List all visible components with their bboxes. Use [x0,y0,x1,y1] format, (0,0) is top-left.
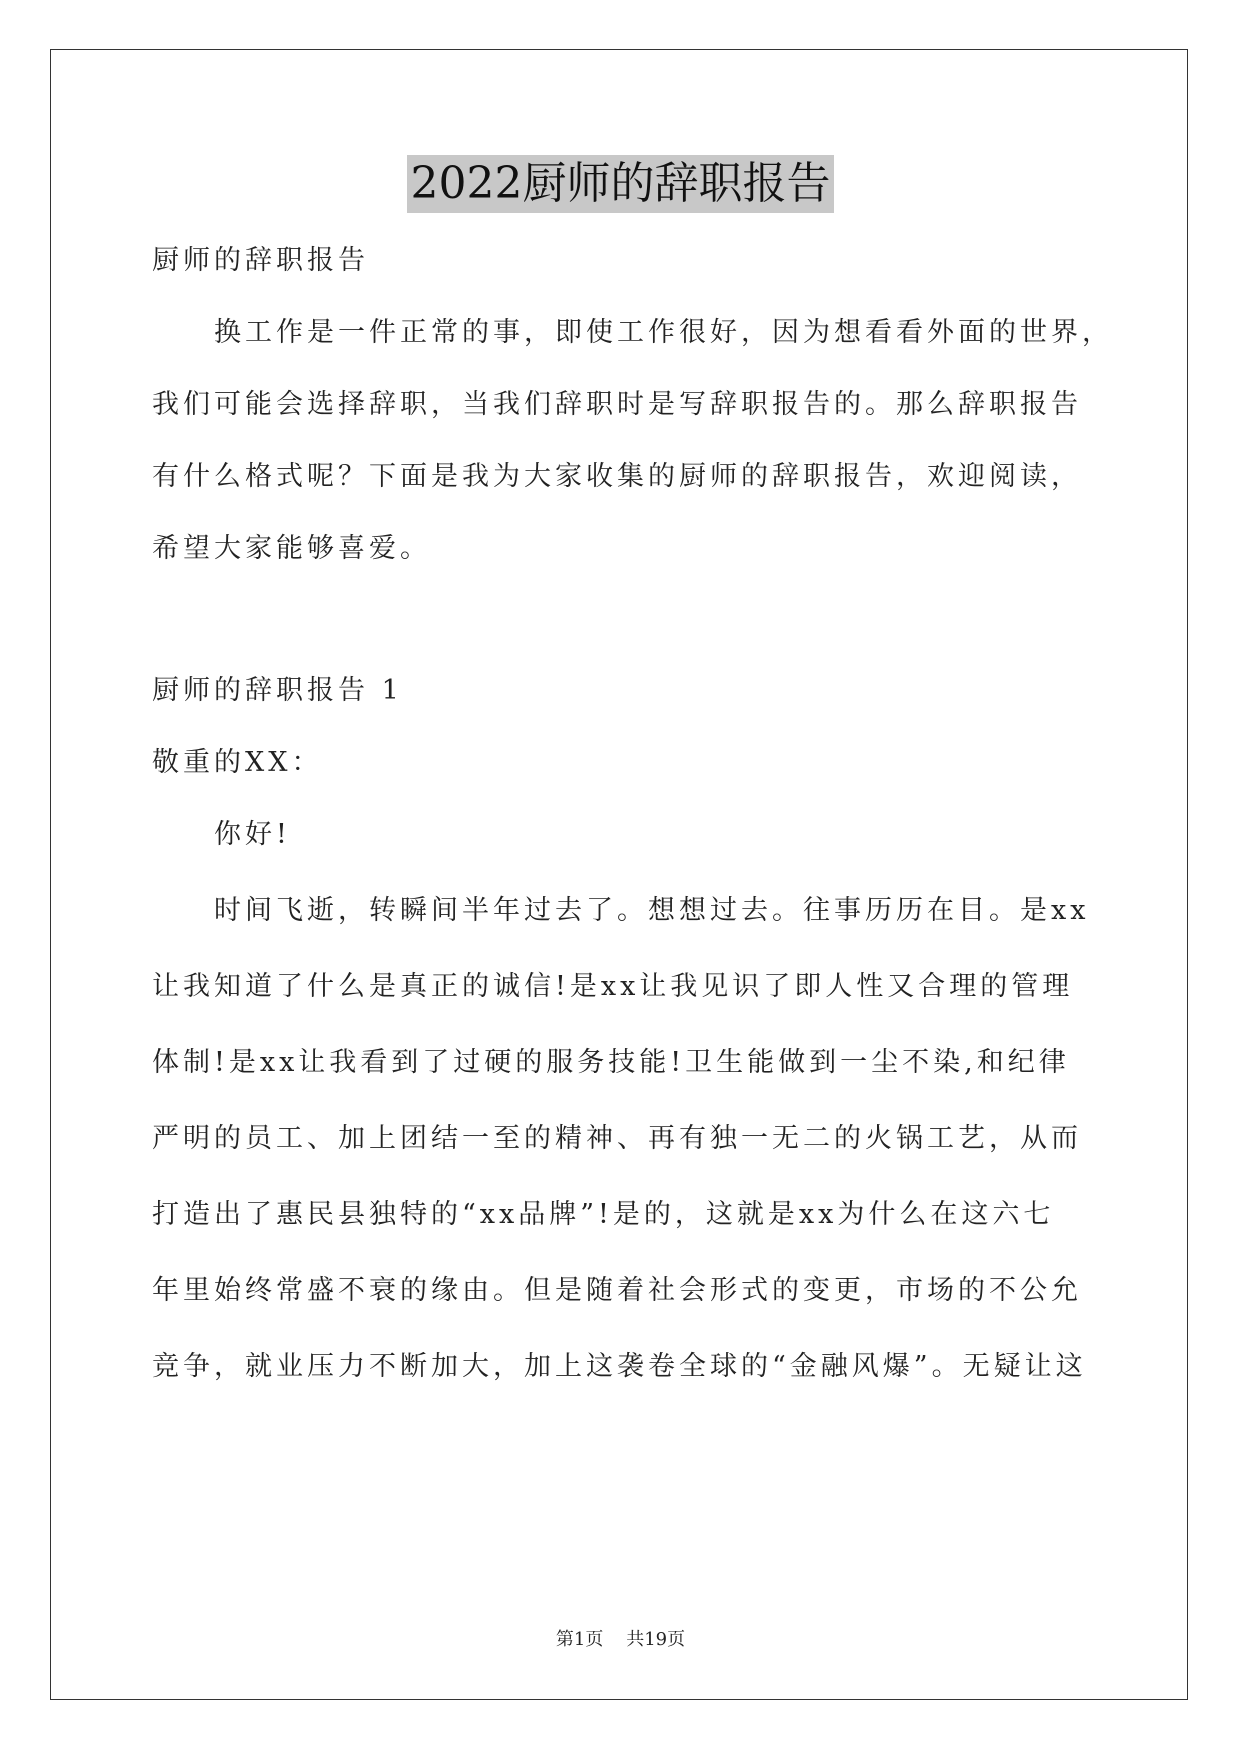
title-container [0,155,1241,213]
section-title: 厨师的辞职报告 1 [152,675,403,706]
greeting: 你好! [214,819,291,850]
document-title: 2022厨师的辞职报告 [407,155,835,213]
page-border [50,49,1188,1700]
body-line: 让我知道了什么是真正的诚信!是xx让我见识了即人性又合理的管理 [152,971,1074,1002]
document-heading: 厨师的辞职报告 [152,245,369,276]
intro-line: 希望大家能够喜爱。 [152,533,431,564]
body-line: 体制!是xx让我看到了过硬的服务技能!卫生能做到一尘不染,和纪律 [152,1047,1070,1078]
body-line: 打造出了惠民县独特的“xx品牌”!是的，这就是xx为什么在这六七 [152,1199,1055,1230]
body-line: 严明的员工、加上团结一至的精神、再有独一无二的火锅工艺，从而 [152,1123,1082,1154]
intro-line: 我们可能会选择辞职，当我们辞职时是写辞职报告的。那么辞职报告 [152,389,1082,420]
body-line: 竞争，就业压力不断加大，加上这袭卷全球的“金融风爆”。无疑让这 [152,1351,1087,1382]
page-number-footer: 第1页 共19页 [555,1629,686,1650]
body-line: 年里始终常盛不衰的缘由。但是随着社会形式的变更，市场的不公允 [152,1275,1082,1306]
body-line: 时间飞逝，转瞬间半年过去了。想想过去。往事历历在目。是xx [214,895,1090,926]
salutation: 敬重的XX： [152,747,323,778]
intro-line: 换工作是一件正常的事，即使工作很好，因为想看看外面的世界， [214,317,1113,348]
intro-line: 有什么格式呢？下面是我为大家收集的厨师的辞职报告，欢迎阅读， [152,461,1082,492]
